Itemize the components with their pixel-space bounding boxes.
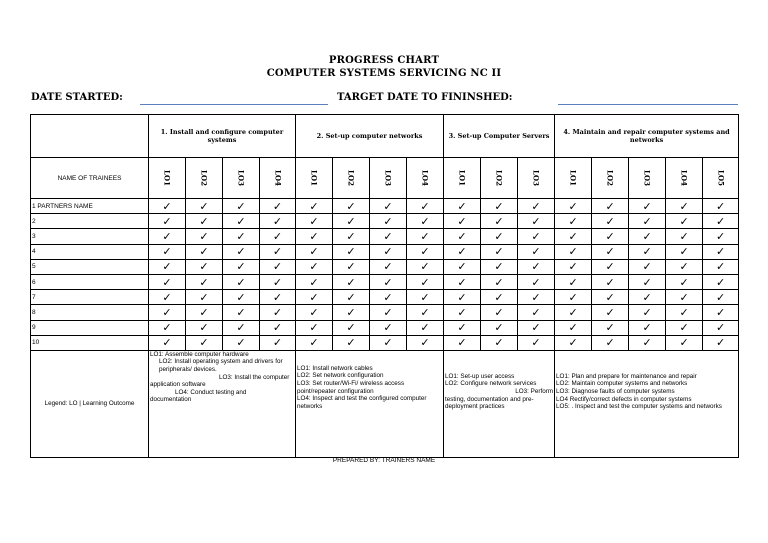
check-icon[interactable]: ✓ [333, 214, 370, 229]
check-icon[interactable]: ✓ [518, 320, 555, 335]
table-row [31, 259, 739, 274]
check-icon[interactable]: ✓ [407, 214, 444, 229]
check-icon[interactable]: ✓ [260, 214, 296, 229]
check-icon[interactable]: ✓ [666, 335, 703, 350]
legend-line: LO5: . Inspect and test the computer systems and networks [556, 403, 722, 411]
check-icon[interactable]: ✓ [296, 274, 333, 289]
check-icon[interactable]: ✓ [370, 259, 407, 274]
lo-header-label: LO1 [568, 170, 578, 186]
legend-group-1 [149, 350, 296, 457]
check-icon[interactable]: ✓ [223, 244, 260, 259]
check-icon[interactable]: ✓ [407, 335, 444, 350]
check-icon[interactable]: ✓ [370, 290, 407, 305]
check-icon[interactable]: ✓ [666, 305, 703, 320]
lo-header-label: LO1 [162, 170, 172, 186]
check-icon[interactable]: ✓ [666, 244, 703, 259]
check-icon[interactable]: ✓ [592, 214, 629, 229]
check-icon[interactable]: ✓ [186, 199, 223, 214]
check-icon[interactable]: ✓ [333, 290, 370, 305]
check-icon[interactable]: ✓ [481, 229, 518, 244]
check-icon[interactable]: ✓ [555, 335, 592, 350]
legend-line: LO3: Set router/Wi-Fi/ wireless access point/repeater configuration [297, 380, 405, 395]
check-icon[interactable]: ✓ [186, 320, 223, 335]
check-icon[interactable]: ✓ [444, 244, 481, 259]
check-icon[interactable]: ✓ [333, 305, 370, 320]
check-icon[interactable]: ✓ [703, 199, 739, 214]
check-icon[interactable]: ✓ [629, 290, 666, 305]
check-icon[interactable]: ✓ [296, 214, 333, 229]
trainee-name: 7 [31, 290, 149, 305]
page-title: PROGRESS CHART [328, 55, 440, 66]
check-icon[interactable]: ✓ [481, 320, 518, 335]
check-icon[interactable]: ✓ [186, 274, 223, 289]
check-icon[interactable]: ✓ [444, 305, 481, 320]
check-icon[interactable]: ✓ [333, 259, 370, 274]
lo-header-label: LO4 [679, 170, 689, 186]
legend-line: LO2: Install operating system and drivers for peripherals/ devices. [159, 358, 283, 374]
check-icon[interactable]: ✓ [407, 305, 444, 320]
lo-header-label: LO3 [383, 170, 393, 186]
check-icon[interactable]: ✓ [296, 305, 333, 320]
table-row [31, 335, 739, 350]
check-icon[interactable]: ✓ [481, 259, 518, 274]
check-icon[interactable]: ✓ [555, 229, 592, 244]
legend-line: LO2: Set network configuration [297, 372, 384, 380]
lo-header-label: LO4 [273, 170, 282, 186]
target-date-line[interactable] [558, 104, 738, 105]
check-icon[interactable]: ✓ [260, 335, 296, 350]
check-icon[interactable]: ✓ [296, 229, 333, 244]
check-icon[interactable]: ✓ [407, 290, 444, 305]
check-icon[interactable]: ✓ [703, 305, 739, 320]
check-icon[interactable]: ✓ [260, 274, 296, 289]
check-icon[interactable]: ✓ [481, 199, 518, 214]
check-icon[interactable]: ✓ [518, 290, 555, 305]
legend-line: LO3: Diagnose faults of computer systems [556, 388, 675, 396]
check-icon[interactable]: ✓ [592, 259, 629, 274]
check-icon[interactable]: ✓ [592, 320, 629, 335]
check-icon[interactable]: ✓ [444, 335, 481, 350]
lo-header [223, 158, 260, 199]
check-icon[interactable]: ✓ [407, 244, 444, 259]
check-icon[interactable]: ✓ [186, 335, 223, 350]
trainee-name: 4 [31, 244, 149, 259]
check-icon[interactable]: ✓ [444, 229, 481, 244]
check-icon[interactable]: ✓ [481, 214, 518, 229]
check-icon[interactable]: ✓ [555, 305, 592, 320]
check-icon[interactable]: ✓ [370, 229, 407, 244]
legend-line: LO1: Install network cables [297, 364, 373, 372]
legend-line: LO1: Set-up user access [445, 372, 515, 380]
check-icon[interactable]: ✓ [703, 320, 739, 335]
check-icon[interactable]: ✓ [223, 305, 260, 320]
check-icon[interactable]: ✓ [296, 335, 333, 350]
target-date-label: TARGET DATE TO FININSHED: [337, 92, 513, 103]
check-icon[interactable]: ✓ [223, 229, 260, 244]
check-icon[interactable]: ✓ [703, 274, 739, 289]
check-icon[interactable]: ✓ [149, 259, 186, 274]
check-icon[interactable]: ✓ [370, 335, 407, 350]
date-started-label: DATE STARTED: [31, 92, 123, 103]
check-icon[interactable]: ✓ [518, 259, 555, 274]
check-icon[interactable]: ✓ [149, 244, 186, 259]
lo-header [629, 158, 666, 199]
lo-header [592, 158, 629, 199]
check-icon[interactable]: ✓ [518, 274, 555, 289]
progress-table [30, 114, 739, 458]
lo-header-label: LO2 [605, 170, 615, 186]
check-icon[interactable]: ✓ [666, 214, 703, 229]
check-icon[interactable]: ✓ [518, 244, 555, 259]
check-icon[interactable]: ✓ [444, 274, 481, 289]
check-icon[interactable]: ✓ [481, 244, 518, 259]
check-icon[interactable]: ✓ [186, 244, 223, 259]
legend-line: LO4 Rectify/correct defects in computer systems [556, 395, 692, 403]
check-icon[interactable]: ✓ [149, 274, 186, 289]
check-icon[interactable]: ✓ [296, 244, 333, 259]
check-icon[interactable]: ✓ [703, 214, 739, 229]
check-icon[interactable]: ✓ [666, 320, 703, 335]
check-icon[interactable]: ✓ [260, 305, 296, 320]
table-row [31, 214, 739, 229]
lo-header-label: LO3 [236, 170, 246, 186]
trainee-name: 5 [31, 259, 149, 274]
lo-header [518, 158, 555, 199]
lo-header-label: LO2 [494, 170, 504, 186]
lo-header-label: LO3 [531, 170, 541, 186]
check-icon[interactable]: ✓ [407, 274, 444, 289]
check-icon[interactable]: ✓ [555, 290, 592, 305]
check-icon[interactable]: ✓ [518, 305, 555, 320]
check-icon[interactable]: ✓ [444, 199, 481, 214]
lo-header-label: LO3 [642, 170, 652, 186]
check-icon[interactable]: ✓ [333, 274, 370, 289]
lo-header-label: LO2 [346, 170, 356, 186]
corner-cell [31, 115, 149, 158]
lo-header-label: LO1 [309, 170, 319, 186]
check-icon[interactable]: ✓ [629, 214, 666, 229]
check-icon[interactable]: ✓ [186, 290, 223, 305]
check-icon[interactable]: ✓ [296, 320, 333, 335]
check-icon[interactable]: ✓ [555, 320, 592, 335]
group-header-4: 4. Maintain and repair computer systems and networks [555, 115, 739, 158]
check-icon[interactable]: ✓ [666, 290, 703, 305]
trainee-name: 10 [31, 335, 149, 350]
lo-header [666, 158, 703, 199]
check-icon[interactable]: ✓ [703, 290, 739, 305]
check-icon[interactable]: ✓ [223, 199, 260, 214]
check-icon[interactable]: ✓ [333, 320, 370, 335]
group-header-3: 3. Set-up Computer Servers [444, 115, 555, 158]
check-icon[interactable]: ✓ [223, 259, 260, 274]
check-icon[interactable]: ✓ [149, 335, 186, 350]
table-row [31, 244, 739, 259]
check-icon[interactable]: ✓ [407, 259, 444, 274]
check-icon[interactable]: ✓ [555, 244, 592, 259]
legend-line: documentation [150, 396, 192, 404]
table-row [31, 305, 739, 320]
legend-line: LO4: Inspect and test the configured computer networks [297, 395, 427, 410]
trainee-name: 6 [31, 274, 149, 289]
check-icon[interactable]: ✓ [444, 320, 481, 335]
check-icon[interactable]: ✓ [149, 214, 186, 229]
trainee-name: 3 [31, 229, 149, 244]
check-icon[interactable]: ✓ [407, 199, 444, 214]
legend-group-3 [444, 350, 555, 457]
check-icon[interactable]: ✓ [629, 229, 666, 244]
lo-header-label: LO4 [420, 170, 430, 186]
check-icon[interactable]: ✓ [149, 199, 186, 214]
check-icon[interactable]: ✓ [518, 335, 555, 350]
check-icon[interactable]: ✓ [629, 305, 666, 320]
check-icon[interactable]: ✓ [703, 259, 739, 274]
check-icon[interactable]: ✓ [333, 335, 370, 350]
check-icon[interactable]: ✓ [703, 229, 739, 244]
legend-line: LO4: Conduct testing and [175, 388, 247, 396]
legend-line: LO1: Assemble computer hardware [150, 350, 249, 358]
check-icon[interactable]: ✓ [629, 274, 666, 289]
check-icon[interactable]: ✓ [592, 274, 629, 289]
check-icon[interactable]: ✓ [481, 290, 518, 305]
check-icon[interactable]: ✓ [666, 199, 703, 214]
check-icon[interactable]: ✓ [481, 274, 518, 289]
check-icon[interactable]: ✓ [666, 229, 703, 244]
check-icon[interactable]: ✓ [370, 274, 407, 289]
check-icon[interactable]: ✓ [703, 244, 739, 259]
check-icon[interactable]: ✓ [186, 214, 223, 229]
prepared-by: PREPARED BY: TRAINERS NAME [332, 457, 436, 464]
legend-line: LO3: Install the computer [219, 373, 290, 381]
check-icon[interactable]: ✓ [186, 259, 223, 274]
trainee-name: 9 [31, 320, 149, 335]
trainee-name: 2 [31, 214, 149, 229]
check-icon[interactable]: ✓ [481, 335, 518, 350]
group-header-1: 1. Install and configure computer systems [149, 115, 296, 158]
check-icon[interactable]: ✓ [444, 259, 481, 274]
table-row [31, 320, 739, 335]
lo-header [149, 158, 186, 199]
check-icon[interactable]: ✓ [186, 305, 223, 320]
lo-header [296, 158, 333, 199]
check-icon[interactable]: ✓ [223, 335, 260, 350]
check-icon[interactable]: ✓ [296, 259, 333, 274]
check-icon[interactable]: ✓ [407, 229, 444, 244]
lo-header [703, 158, 739, 199]
check-icon[interactable]: ✓ [296, 199, 333, 214]
check-icon[interactable]: ✓ [333, 229, 370, 244]
check-icon[interactable]: ✓ [149, 290, 186, 305]
check-icon[interactable]: ✓ [186, 229, 223, 244]
lo-header [555, 158, 592, 199]
check-icon[interactable]: ✓ [223, 320, 260, 335]
group-header-2: 2. Set-up computer networks [296, 115, 444, 158]
legend-group-2 [296, 350, 444, 457]
lo-header [481, 158, 518, 199]
legend-line: application software [150, 381, 206, 389]
check-icon[interactable]: ✓ [260, 290, 296, 305]
check-icon[interactable]: ✓ [260, 244, 296, 259]
lo-header [333, 158, 370, 199]
check-icon[interactable]: ✓ [370, 199, 407, 214]
legend-line: LO2: Maintain computer systems and networks [556, 380, 688, 388]
check-icon[interactable]: ✓ [518, 214, 555, 229]
check-icon[interactable]: ✓ [444, 290, 481, 305]
check-icon[interactable]: ✓ [223, 274, 260, 289]
table-row [31, 290, 739, 305]
check-icon[interactable]: ✓ [629, 335, 666, 350]
table-row [31, 229, 739, 244]
lo-header [444, 158, 481, 199]
check-icon[interactable]: ✓ [370, 244, 407, 259]
check-icon[interactable]: ✓ [518, 199, 555, 214]
legend-line: testing, documentation and pre-deployment practices [445, 395, 534, 411]
trainee-name: 8 [31, 305, 149, 320]
check-icon[interactable]: ✓ [333, 199, 370, 214]
check-icon[interactable]: ✓ [370, 305, 407, 320]
check-icon[interactable]: ✓ [149, 320, 186, 335]
page-subtitle: COMPUTER SYSTEMS SERVICING NC II [266, 68, 502, 79]
lo-header-label: LO1 [457, 170, 467, 186]
lo-header-label: LO5 [716, 170, 726, 186]
check-icon[interactable]: ✓ [666, 259, 703, 274]
check-icon[interactable]: ✓ [296, 290, 333, 305]
trainee-name: 1 PARTNERS NAME [31, 199, 149, 214]
lo-header [370, 158, 407, 199]
check-icon[interactable]: ✓ [629, 320, 666, 335]
check-icon[interactable]: ✓ [666, 274, 703, 289]
legend-line: LO3: Perform [515, 388, 554, 396]
check-icon[interactable]: ✓ [260, 199, 296, 214]
lo-header [260, 158, 296, 199]
check-icon[interactable]: ✓ [592, 244, 629, 259]
check-icon[interactable]: ✓ [223, 290, 260, 305]
table-row [31, 274, 739, 289]
check-icon[interactable]: ✓ [518, 229, 555, 244]
legend-line: LO2: Configure network services [445, 380, 537, 388]
check-icon[interactable]: ✓ [260, 259, 296, 274]
lo-header [407, 158, 444, 199]
table-row [31, 199, 739, 214]
check-icon[interactable]: ✓ [592, 335, 629, 350]
check-icon[interactable]: ✓ [555, 214, 592, 229]
check-icon[interactable]: ✓ [444, 214, 481, 229]
check-icon[interactable]: ✓ [149, 305, 186, 320]
check-icon[interactable]: ✓ [592, 229, 629, 244]
check-icon[interactable]: ✓ [555, 259, 592, 274]
check-icon[interactable]: ✓ [592, 305, 629, 320]
check-icon[interactable]: ✓ [629, 259, 666, 274]
check-icon[interactable]: ✓ [592, 199, 629, 214]
check-icon[interactable]: ✓ [149, 229, 186, 244]
trainee-name-header: NAME OF TRAINEES [31, 158, 149, 199]
check-icon[interactable]: ✓ [555, 199, 592, 214]
check-icon[interactable]: ✓ [260, 229, 296, 244]
date-started-line[interactable] [140, 104, 328, 105]
legend-label: Legend: LO | Learning Outcome [31, 350, 149, 457]
legend-line: LO1: Plan and prepare for maintenance and repair [556, 372, 697, 380]
check-icon[interactable]: ✓ [629, 244, 666, 259]
check-icon[interactable]: ✓ [481, 305, 518, 320]
check-icon[interactable]: ✓ [370, 214, 407, 229]
check-icon[interactable]: ✓ [555, 274, 592, 289]
check-icon[interactable]: ✓ [592, 290, 629, 305]
check-icon[interactable]: ✓ [333, 244, 370, 259]
check-icon[interactable]: ✓ [407, 320, 444, 335]
check-icon[interactable]: ✓ [703, 335, 739, 350]
lo-header [186, 158, 223, 199]
check-icon[interactable]: ✓ [370, 320, 407, 335]
check-icon[interactable]: ✓ [223, 214, 260, 229]
check-icon[interactable]: ✓ [260, 320, 296, 335]
check-icon[interactable]: ✓ [629, 199, 666, 214]
lo-header-label: LO2 [199, 170, 209, 186]
legend-group-4 [555, 350, 739, 457]
